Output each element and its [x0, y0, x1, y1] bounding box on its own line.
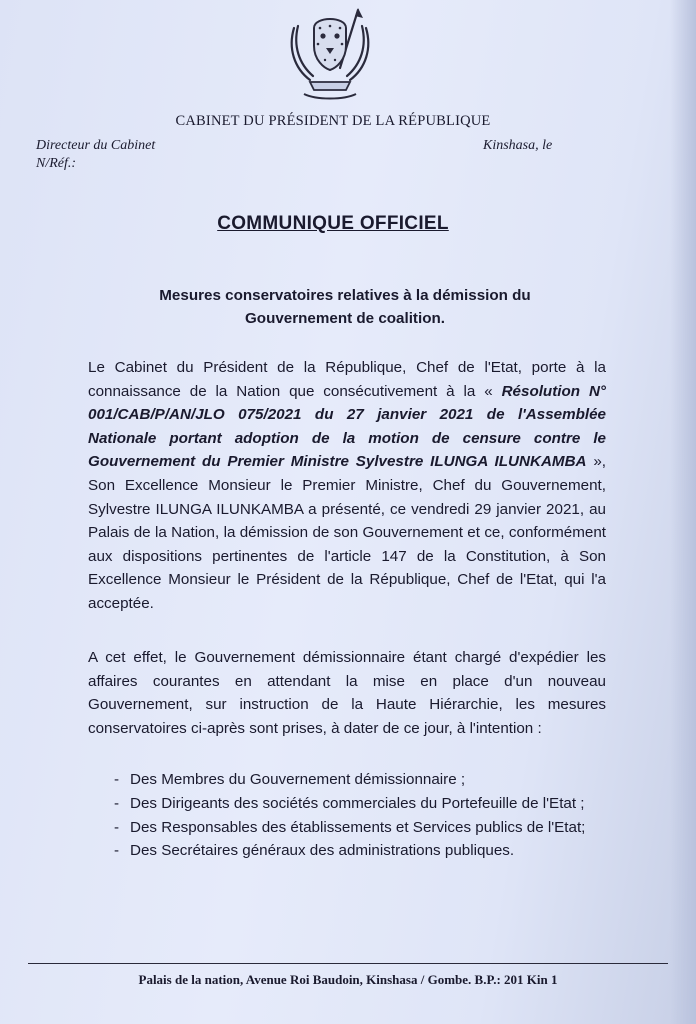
measures-list [114, 768, 585, 863]
page-edge-shadow [670, 0, 696, 1024]
document-subtitle [110, 284, 580, 330]
document-title: COMMUNIQUE OFFICIEL [217, 213, 449, 234]
list-item: - Des Membres du Gouvernement démissionnaire ; [114, 768, 585, 792]
subtitle-line-2: Gouvernement de coalition. [244, 310, 445, 327]
list-item: - Des Secrétaires généraux des administrations publiques. [114, 839, 585, 863]
footer-divider [28, 963, 668, 964]
institution-heading: CABINET DU PRÉSIDENT DE LA RÉPUBLIQUE [175, 113, 491, 129]
paragraph-2: A cet effet, le Gouvernement démissionnaire étant chargé d'expédier les affaires courantes en attendant la mise en place d'un nouveau Gouvernement, sur instruction de la Haute Hiérarchie, les mesures conservatoires ci-après sont prises, à dater de ce jour, à l'intention : [88, 649, 606, 737]
coat-of-arms-emblem [280, 6, 380, 106]
paragraph-1-start: Le Cabinet du Président de la République, Chef de l'Etat, porte à la connaissance de la Nation que consécutivement à la « [88, 359, 606, 400]
director-label: Directeur du Cabinet [36, 138, 156, 153]
list-item: - Des Dirigeants des sociétés commerciales du Portefeuille de l'Etat ; [114, 792, 585, 816]
list-item: - Des Responsables des établissements et Services publics de l'Etat; [114, 816, 585, 840]
subtitle-line-1: Mesures conservatoires relatives à la démission du [159, 287, 531, 304]
footer-address: Palais de la nation, Avenue Roi Baudoin, Kinshasa / Gombe. B.P.: 201 Kin 1 [138, 972, 558, 987]
resolution-reference: Résolution N° 001/CAB/P/AN/JLO 075/2021 du 27 janvier 2021 de l'Assemblée Nationale portant adoption de la motion de censure contre le Gouvernement du Premier Ministre Sylvestre ILUNGA ILUNKAMBA [88, 382, 606, 471]
paragraph-1 [88, 356, 606, 616]
reference-label: N/Réf.: [36, 156, 77, 171]
place-date-label: Kinshasa, le [483, 138, 553, 153]
paragraph-1-end: », Son Excellence Monsieur le Premier Ministre, Chef du Gouvernement, Sylvestre ILUNGA ILUNKAMBA a présenté, ce vendredi 29 janvier 2021, au Palais de la Nation, la démission de son Gouvernement et ce, conformément aux dispositions pertinentes de l'article 147 de la Constitution, à Son Excellence Monsieur le Président de la République, Chef de l'Etat, qui l'a acceptée. [88, 453, 606, 612]
